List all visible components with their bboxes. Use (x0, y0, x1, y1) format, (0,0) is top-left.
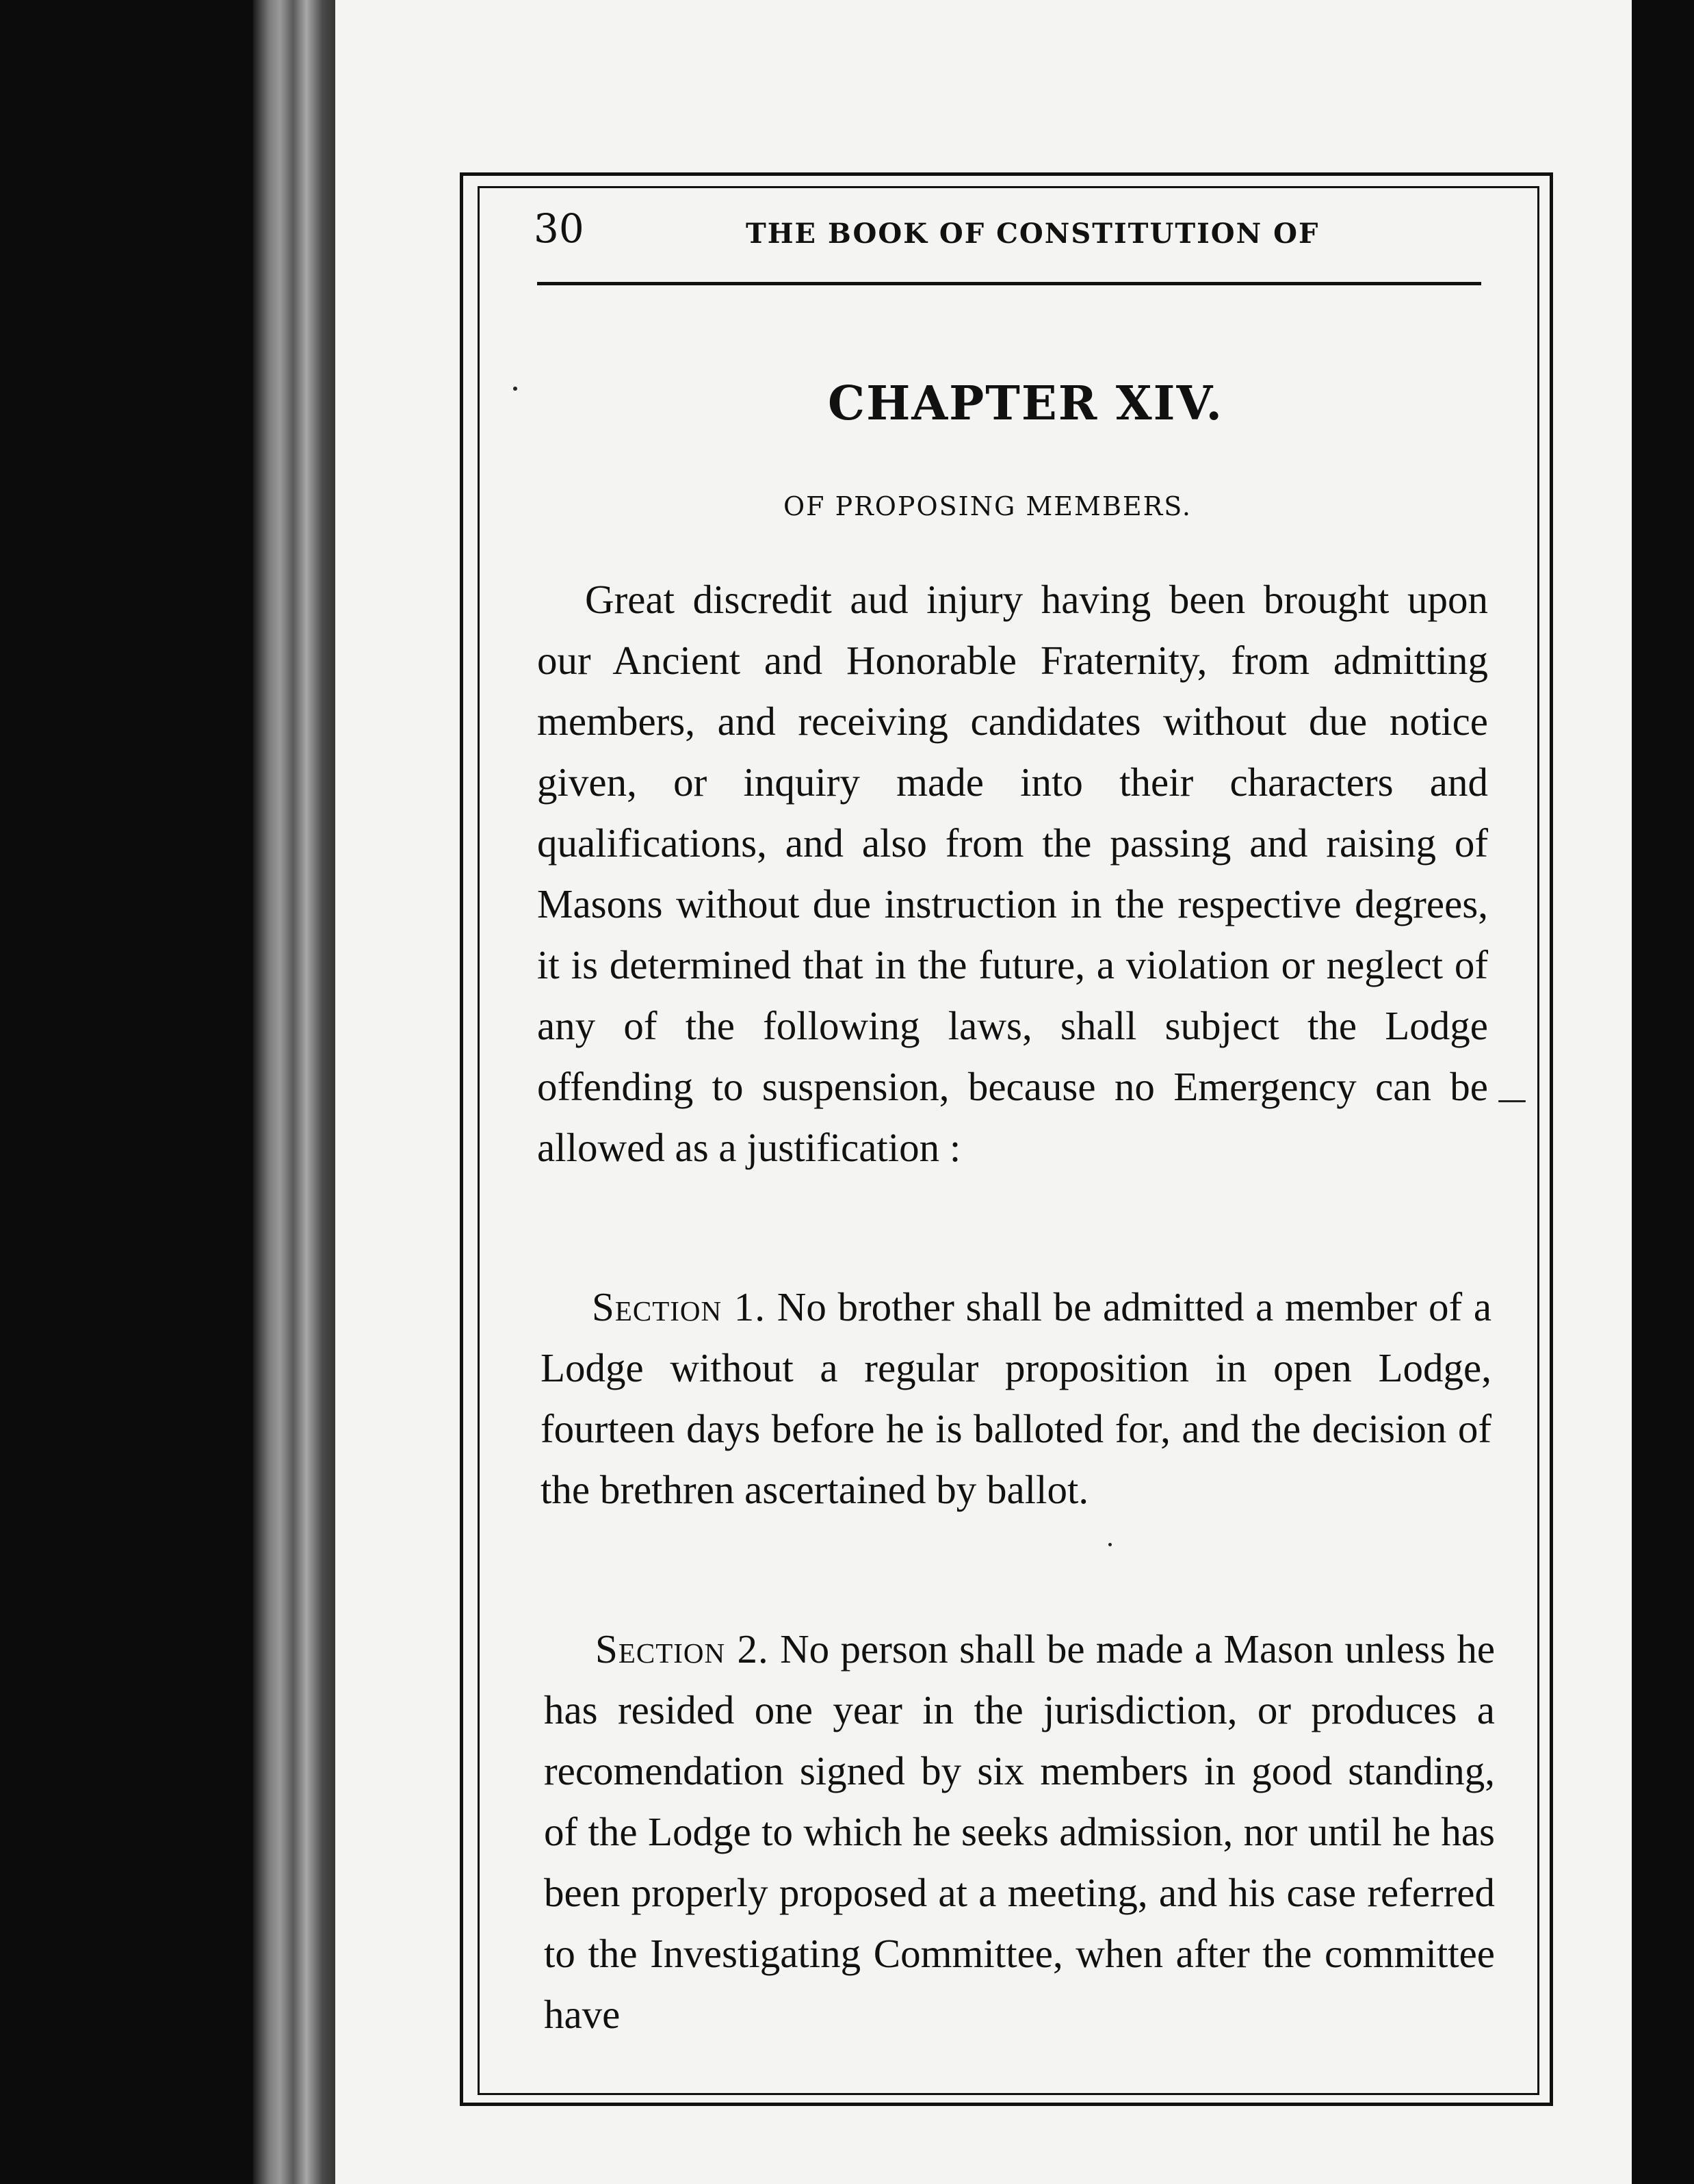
section-1-text: No brother shall be admitted a member of a Lodge without a regular proposition in open Lodge, fourteen days before he is balloted for, and the decision of the brethren ascertained by ballot. (540, 1284, 1492, 1512)
section-1-label: Section 1. (592, 1284, 766, 1329)
section-2-label: Section 2. (595, 1626, 769, 1672)
intro-paragraph: Great discredit aud injury having been brought upon our Ancient and Honorable Fraternity, from admitting members, and receiving candidates without due notice given, or inquiry made into their characters and qualifications, and also from the passing and raising of Masons without due instruction in the respective degrees, it is determined that in the future, a violation or neglect of any of the following laws, shall subject the Lodge offending to suspension, because no Emergency can be allowed as a justification : (537, 577, 1488, 1170)
section-2-text: No person shall be made a Mason unless he has resided one year in the jurisdiction, or produces a recomendation signed by six members in good standing, of the Lodge to which he seeks admission, nor until he has been properly proposed at a meeting, and his case referred to the Investigating Committee, when after the committee have (544, 1626, 1496, 2037)
header-rule (537, 282, 1481, 285)
section-1-paragraph (540, 1277, 1491, 1520)
running-title: THE BOOK OF CONSTITUTION OF (746, 218, 1320, 250)
scan-background-right (1632, 0, 1694, 2184)
scan-speck (1108, 1543, 1112, 1546)
section-2-paragraph (544, 1619, 1495, 2045)
scan-speck (513, 387, 517, 391)
chapter-title: CHAPTER XIV. (828, 376, 1223, 431)
book-fore-edge (253, 0, 342, 2184)
chapter-subtitle: OF PROPOSING MEMBERS. (783, 491, 1192, 521)
running-head (534, 205, 1485, 260)
page-number: 30 (534, 205, 584, 252)
scan-speck (1498, 1100, 1526, 1102)
